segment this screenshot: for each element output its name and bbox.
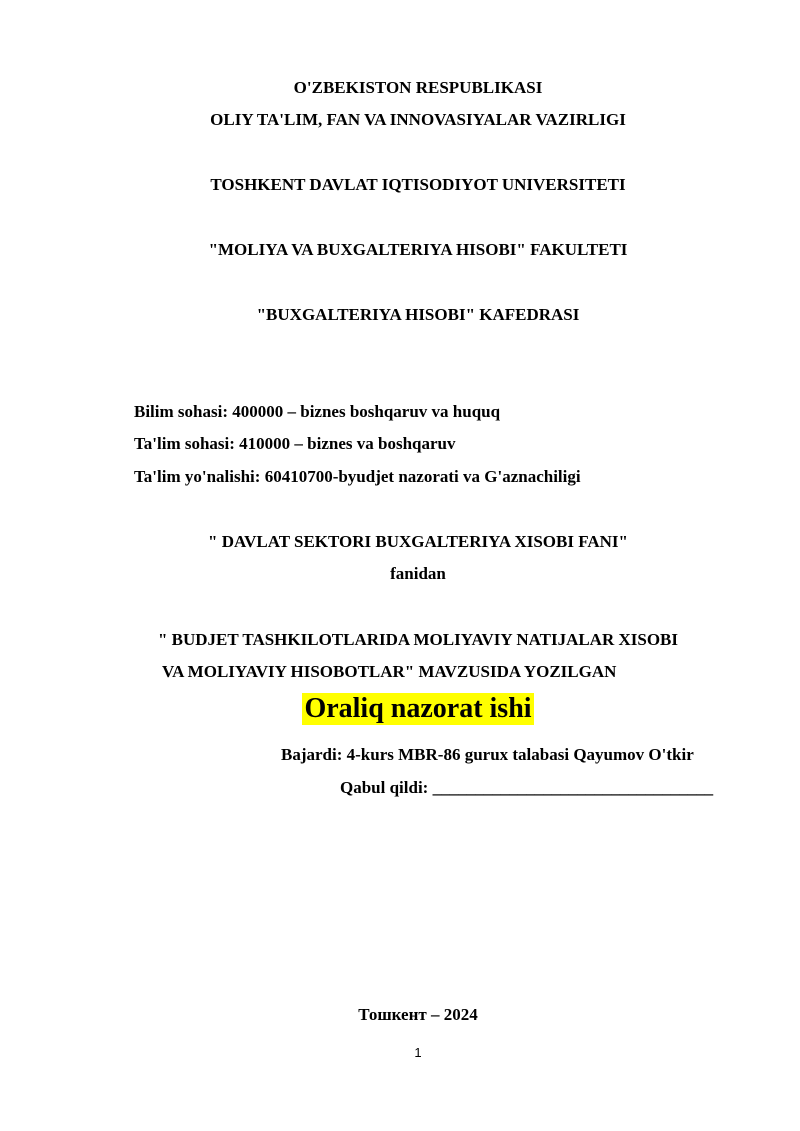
work-title-wrapper (0, 693, 800, 725)
city-year: Тошкент – 2024 (358, 1005, 478, 1024)
ministry-heading: OLIY TA'LIM, FAN VA INNOVASIYALAR VAZIRLIGI (210, 110, 626, 129)
education-area-line: Ta'lim sohasi: 410000 – biznes va boshqaruv (134, 434, 456, 453)
faculty-heading: "MOLIYA VA BUXGALTERIYA HISOBI" FAKULTETI (208, 240, 628, 259)
department-heading: "BUXGALTERIYA HISOBI" KAFEDRASI (256, 305, 580, 324)
accepted-by-line: Qabul qildi: _________________________________ (340, 778, 714, 797)
topic-line-2: VA MOLIYAVIY HISOBOTLAR" MAVZUSIDA YOZILGAN (162, 662, 617, 681)
page-number: 1 (414, 1045, 422, 1060)
subject-name: " DAVLAT SEKTORI BUXGALTERIYA XISOBI FANI" (208, 532, 628, 551)
republic-heading: O'ZBEKISTON RESPUBLIKASI (293, 78, 543, 97)
direction-line: Ta'lim yo'nalishi: 60410700-byudjet nazorati va G'aznachiligi (134, 467, 581, 486)
university-heading: TOSHKENT DAVLAT IQTISODIYOT UNIVERSITETI (210, 175, 626, 194)
topic-line-1: " BUDJET TASHKILOTLARIDA MOLIYAVIY NATIJALAR XISOBI (157, 630, 679, 649)
performed-by-line: Bajardi: 4-kurs MBR-86 gurux talabasi Qayumov O'tkir (281, 745, 694, 764)
subject-suffix: fanidan (390, 564, 446, 583)
knowledge-area-line: Bilim sohasi: 400000 – biznes boshqaruv va huquq (134, 402, 501, 421)
work-title: Oraliq nazorat ishi (304, 693, 532, 724)
